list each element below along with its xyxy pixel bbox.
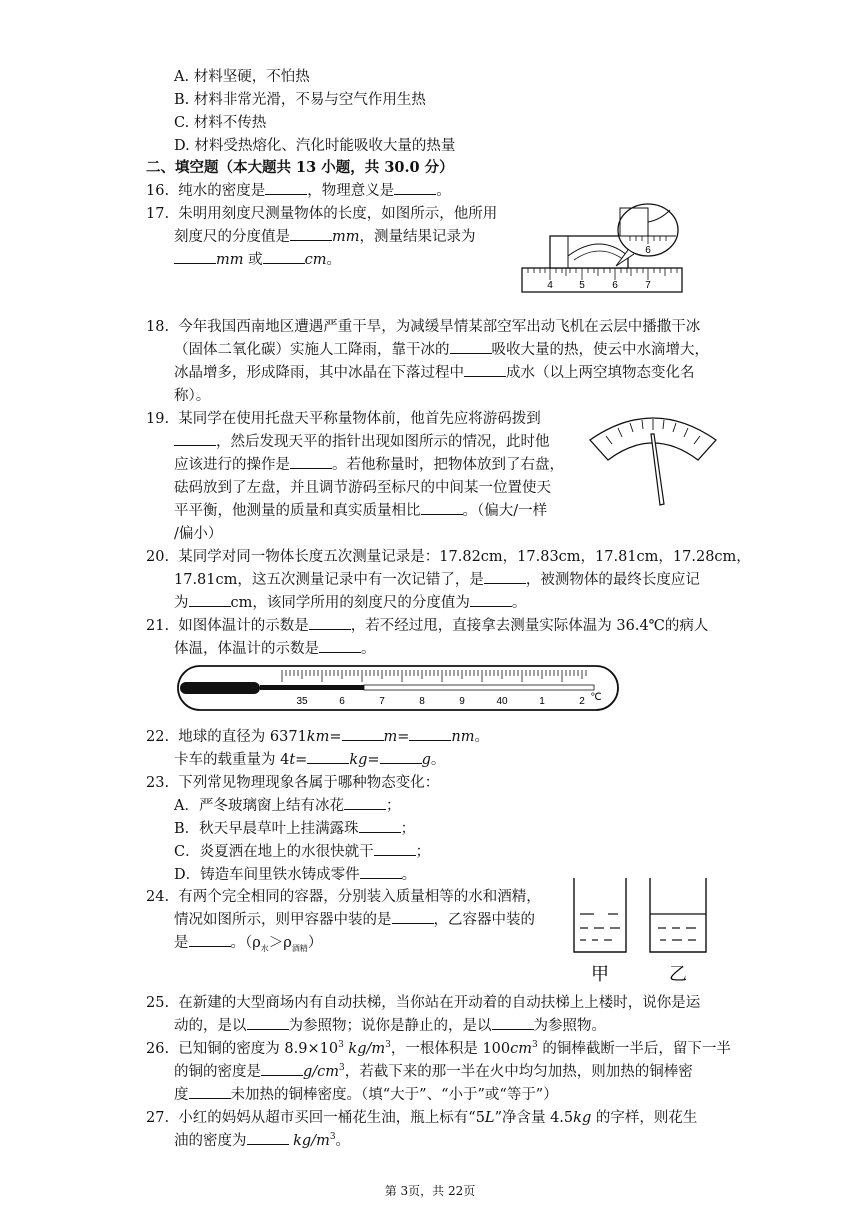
question-20-line3: 为 cm，该同学所用的刻度尺的分度值为 。: [174, 592, 526, 614]
zoom-label: 6: [645, 245, 651, 256]
question-19: 19. 某同学在使用托盘天平称量物体前，他首先应将游码拨到: [146, 411, 541, 427]
ruler-tick-label: 7: [645, 280, 651, 291]
option-a: A. 材料坚硬，不怕热: [174, 69, 310, 85]
question-25: 25. 在新建的大型商场内有自动扶梯，当你站在开动着的自动扶梯上上楼时，说你是运: [146, 995, 701, 1011]
question-23-a: A．严冬玻璃窗上结有冰花 ；: [174, 795, 400, 817]
container-label-yi: 乙: [669, 964, 687, 985]
option-b: B. 材料非常光滑，不易与空气作用生热: [174, 92, 426, 108]
question-18-line4: 称）。: [174, 388, 211, 404]
page-footer: 第 3页，共 22页: [384, 1184, 476, 1198]
option-c: C. 材料不传热: [174, 115, 267, 131]
question-27: 27. 小红的妈妈从超市买回一桶花生油，瓶上标有“5L”净含量 4.5kg 的字样，则花生: [146, 1110, 698, 1126]
question-27-line2: 油的密度为 $kg/m^3$。: [174, 1132, 351, 1149]
question-22-line2: 卡车的载重量为 4t= kg= g。: [174, 749, 445, 771]
question-20-line2: 17.81cm，这五次测量记录中有一次记错了，是 ，被测物体的最终长度应记: [174, 569, 700, 591]
thermo-label: 2: [579, 696, 585, 707]
question-23-b: B．秋天早晨草叶上挂满露珠 ；: [174, 818, 415, 840]
question-19-line6: /偏小）: [174, 526, 223, 542]
question-24-line3: 是 。$(\rho_水>\rho_{酒精})$: [174, 932, 322, 954]
question-16: 16. 纯水的密度是 ，物理意义是 。: [146, 180, 451, 202]
question-24-line2: 情况如图所示，则甲容器中装的是 ，乙容器中装的: [174, 909, 535, 931]
thermo-unit: ℃: [590, 692, 602, 703]
question-25-line2: 动的，是以 为参照物；说你是静止的，是以 为参照物。: [174, 1015, 606, 1037]
question-17-line3: mm 或 cm。: [174, 249, 341, 271]
ruler-tick-label: 6: [612, 280, 618, 291]
question-19-line2: ，然后发现天平的指针出现如图所示的情况，此时他: [174, 431, 550, 453]
thermo-label: 40: [496, 696, 508, 707]
thermo-label: 6: [339, 696, 345, 707]
question-18-line3: 冰晶增多，形成降雨，其中冰晶在下落过程中 成水（以上两空填物态变化名: [174, 362, 695, 384]
question-23-d: D．铸造车间里铁水铸成零件 。: [174, 864, 416, 886]
question-20: 20. 某同学对同一物体长度五次测量记录是：17.82cm，17.83cm，17.81cm，17.28cm，: [146, 549, 751, 565]
thermo-label: 1: [539, 696, 545, 707]
question-19-line5: 平平衡，他测量的质量和真实质量相比 。（偏大/一样: [174, 500, 547, 522]
question-23: 23. 下列常见物理现象各属于哪种物态变化：: [146, 775, 440, 791]
question-26-line2: 的铜的密度是 $g/cm^3$，若截下来的那一半在火中均匀加热，则加热的铜棒密: [174, 1063, 693, 1080]
question-21: 21. 如图体温计的示数是 ，若不经过甩，直接拿去测量实际体温为 36.4℃的病人: [146, 615, 708, 637]
containers-figure: [566, 876, 716, 986]
thermo-label: 7: [379, 696, 385, 707]
question-22: 22. 地球的直径为 6371km= m= nm。: [146, 726, 489, 748]
ruler-tick-label: 5: [579, 280, 585, 291]
question-24: 24. 有两个完全相同的容器，分别装入质量相等的水和酒精，: [146, 889, 541, 905]
ruler-figure: [520, 198, 685, 296]
question-26-line3: 度 未加热的铜棒密度。（填“大于”、“小于”或“等于”）: [174, 1084, 558, 1106]
section-heading: 二、填空题（本大题共 13 小题，共 30.0 分）: [146, 159, 454, 176]
thermo-label: 9: [459, 696, 465, 707]
question-19-line4: 砝码放到了左盘，并且调节游码至标尺的中间某一位置使天: [174, 480, 551, 496]
thermo-label: 8: [419, 696, 425, 707]
thermometer-figure: [176, 662, 622, 716]
question-18: 18. 今年我国西南地区遭遇严重干旱，为减缓旱情某部空军出动飞机在云层中播撒干冰: [146, 319, 701, 335]
question-17-line2: 刻度尺的分度值是 mm，测量结果记录为: [174, 226, 476, 248]
question-26: 26. 已知铜的密度为 $8.9\times 10^3$ $kg/m^3$，一根体积是 $100cm^3$ 的铜棒截断一半后，留下一半: [146, 1040, 731, 1057]
question-19-line3: 应该进行的操作是 。若他称量时，把物体放到了右盘，: [174, 454, 564, 476]
question-23-c: C．炎夏洒在地上的水很快就干 ；: [174, 841, 430, 863]
option-d: D. 材料受热熔化、汽化时能吸收大量的热量: [174, 138, 456, 154]
question-18-line2: （固体二氧化碳）实施人工降雨，靠干冰的 吸收大量的热，使云中水滴增大，: [174, 339, 709, 361]
balance-pointer-figure: [586, 404, 720, 508]
container-label-jia: 甲: [591, 964, 609, 985]
question-17: 17. 朱明用刻度尺测量物体的长度，如图所示，他所用: [146, 206, 498, 222]
thermo-label: 35: [296, 696, 308, 707]
ruler-tick-label: 4: [547, 280, 553, 291]
question-21-line2: 体温，体温计的示数是 。: [174, 638, 376, 660]
